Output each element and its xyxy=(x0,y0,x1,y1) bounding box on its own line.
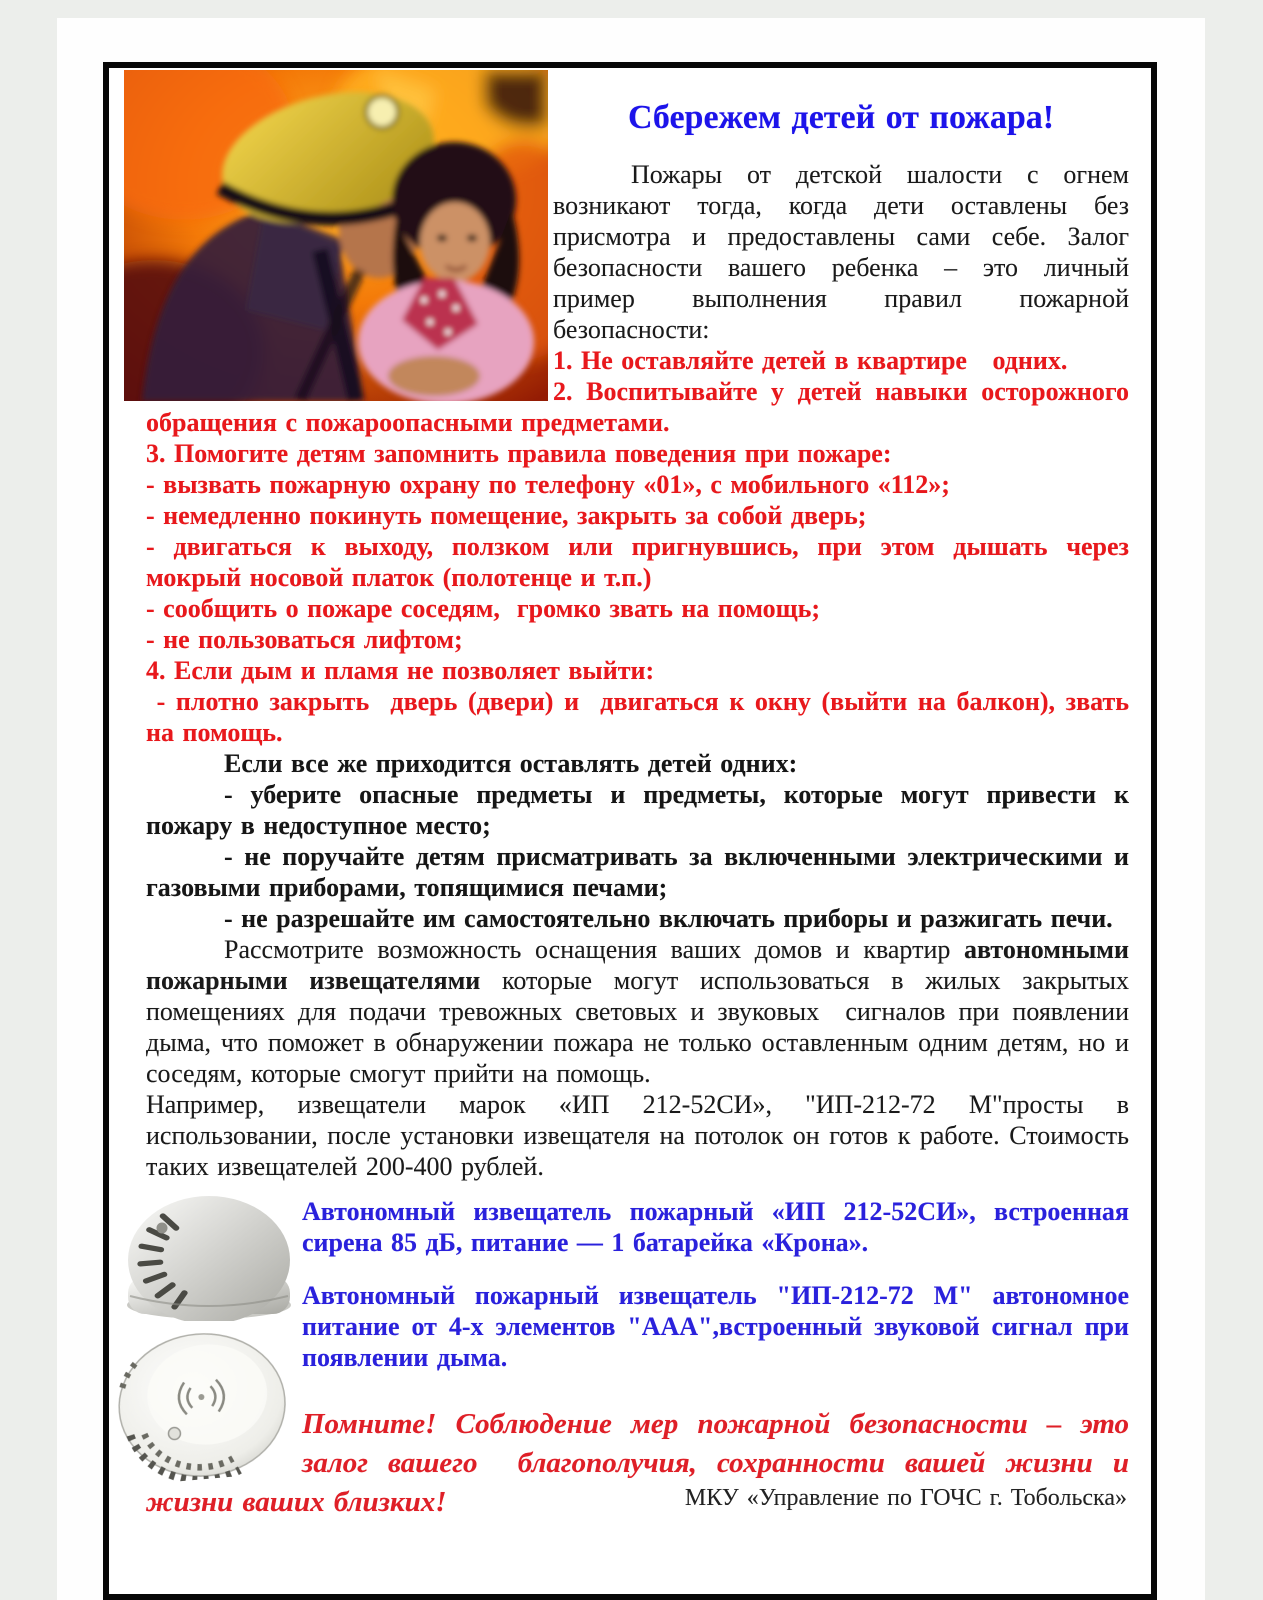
fire-rule-crawl: - двигаться к выходу, ползком или пригнувшись, при этом дышать через мокрый носовой платок (полотенце и т.п.) xyxy=(146,532,1129,592)
fire-rule-notify: - сообщить о пожаре соседям, громко звать на помощь; xyxy=(146,594,821,623)
detector-2-caption: Автономный пожарный извещатель "ИП-212-72 М" автономное питание от 4-х элементов "ААА",встроенный звуковой сигнал при появлении дыма. xyxy=(302,1281,1129,1372)
remember-text: Помните! Соблюдение мер пожарной безопасности – это залог вашего благополучия, сохранности вашей жизни и жизни ваших близких! xyxy=(146,1408,1129,1518)
page-title: Сбережем детей от пожара! xyxy=(627,99,1055,136)
fire-rule-call-01: - вызвать пожарную охрану по телефону «01», с мобильного «112»; xyxy=(146,470,950,499)
detectors-paragraph-start: Рассмотрите возможность оснащения ваших домов и квартир xyxy=(224,935,964,964)
document-page xyxy=(57,18,1205,1600)
fire-rule-1: 1. Не оставляйте детей в квартире одних. xyxy=(553,346,1068,375)
fire-rule-leave: - немедленно покинуть помещение, закрыть за собой дверь; xyxy=(146,501,867,530)
remember-notice xyxy=(146,1405,1129,1522)
leave-alone-rule-heading: Если все же приходится оставлять детей одних: xyxy=(224,749,798,778)
fire-rule-2: 2. Воспитывайте у детей навыки осторожного обращения с пожароопасными предметами. xyxy=(146,377,1129,437)
leave-alone-rule-1: - уберите опасные предметы и предметы, которые могут привести к пожару в недоступное место; xyxy=(146,780,1129,840)
intro-paragraph: Пожары от детской шалости с огнем возникают тогда, когда дети оставлены без присмотра и предоставлены сами себе. Залог безопасности вашего ребенка – это личный пример выполнения правил пожарной безопасности: xyxy=(553,160,1129,344)
leave-alone-rule-3: - не разрешайте им самостоятельно включать приборы и разжигать печи. xyxy=(224,904,1113,933)
leave-alone-rule-2: - не поручайте детям присматривать за включенными электрическими и газовыми приборами, топящимися печами; xyxy=(146,842,1129,902)
detector-1-caption: Автономный извещатель пожарный «ИП 212-52СИ», встроенная сирена 85 дБ, питание — 1 батарейка «Крона». xyxy=(302,1197,1129,1257)
detectors-paragraph-bold: автономными пожарными извещателями xyxy=(146,935,1129,995)
detectors-paragraph xyxy=(146,934,1129,1089)
content-frame xyxy=(103,62,1157,1600)
fire-rule-4: 4. Если дым и пламя не позволяет выйти: xyxy=(146,656,655,685)
example-paragraph: Например, извещатели марок «ИП 212-52СИ», "ИП-212-72 М"просты в использовании, после установки извещателя на потолок он готов к работе. Стоимость таких извещателей 200-400 рублей. xyxy=(146,1090,1129,1181)
firefighter-child-photo xyxy=(124,70,548,401)
fire-rule-close-door: - плотно закрыть дверь (двери) и двигаться к окну (выйти на балкон), звать на помощь. xyxy=(146,687,1129,747)
detectors-paragraph-end: которые могут использоваться в жилых закрытых помещениях для подачи тревожных световых и звуковых сигналов при появлении дыма, что поможет в обнаружении пожара не только оставленным одним детям, но и соседям, которые смогут прийти на помощь. xyxy=(146,966,1130,1088)
smoke-detector-dome-image xyxy=(120,1188,298,1321)
fire-rule-no-lift: - не пользоваться лифтом; xyxy=(146,625,463,654)
fire-rule-3: 3. Помогите детям запомнить правила поведения при пожаре: xyxy=(146,439,892,468)
attribution: МКУ «Управление по ГОЧС г. Тобольска» xyxy=(684,1485,1127,1511)
